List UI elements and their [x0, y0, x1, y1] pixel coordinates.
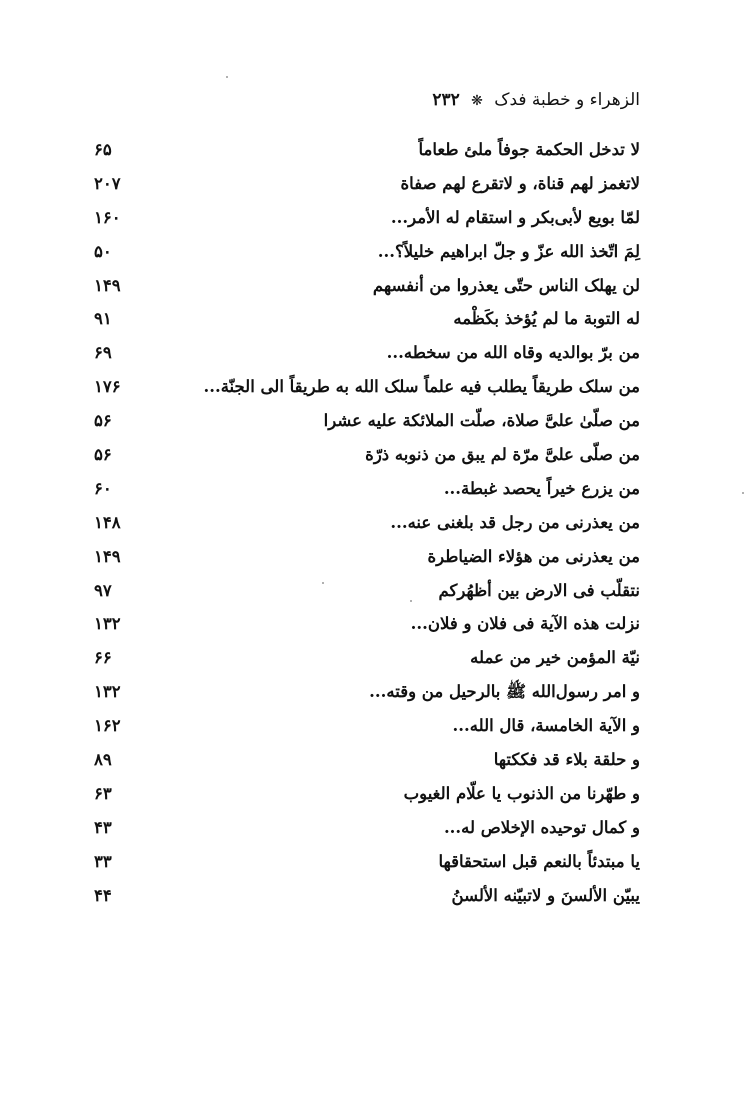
- index-entry: [90, 375, 640, 409]
- running-header: [432, 90, 640, 110]
- index-entry: [90, 884, 640, 918]
- header-separator-ornament: ❋: [471, 93, 483, 109]
- index-entry: [90, 138, 640, 172]
- entry-phrase: و کمال توحيده الإخلاص له...: [443, 817, 640, 837]
- entry-page-number: ۳۳: [94, 851, 112, 871]
- index-entry: [90, 612, 640, 646]
- entry-phrase: يبيّن الألسنَ و لاتبيّنه الألسنُ: [451, 885, 640, 905]
- entry-page-number: ۹۷: [94, 580, 112, 600]
- index-entry: [90, 850, 640, 884]
- entry-page-number: ۶۵: [94, 140, 112, 159]
- entry-phrase: و حلقة بلاء قد فککتها: [493, 750, 640, 770]
- index-entry: [90, 545, 640, 579]
- entry-phrase: من يعذرنی من هؤلاء الضياطرة: [427, 546, 640, 566]
- entry-page-number: ۱۶۲: [94, 716, 121, 736]
- entry-phrase: لن يهلک الناس حتّی يعذروا من أنفسهم: [372, 275, 640, 295]
- scan-speck: [226, 76, 228, 78]
- page-number: ۲۳۲: [432, 90, 460, 110]
- scan-speck: [410, 600, 412, 602]
- index-entry: [90, 240, 640, 274]
- index-entry: [90, 477, 640, 511]
- entry-page-number: ۵۰: [94, 241, 112, 261]
- entry-phrase: من سلک طريقاً يطلب فيه علماً سلک الله به طريقاً الی الجنّة...: [203, 377, 640, 397]
- entry-phrase: نزلت هذه الآية فی فلان و فلان...: [410, 614, 640, 634]
- entry-page-number: ۱۳۲: [94, 614, 121, 634]
- entry-phrase: نتقلّب فی الارض بين أظهُرکم: [438, 580, 640, 600]
- entry-phrase: من برّ بوالديه وقاه الله من سخطه...: [386, 343, 640, 363]
- entry-page-number: ۴۴: [94, 885, 112, 905]
- index-entry: [90, 579, 640, 613]
- entry-page-number: ۸۹: [94, 750, 112, 770]
- entry-phrase: و طهّرنا من الذنوب يا علّام الغيوب: [403, 783, 640, 803]
- entry-phrase: لِمَ اتّخذ الله عزّ و جلّ ابراهيم خليلاً؟...: [377, 241, 640, 261]
- scan-speck: [322, 582, 324, 584]
- entry-phrase: يا مبتدئاً بالنعم قبل استحقاقها: [438, 851, 640, 871]
- index-entry: [90, 206, 640, 240]
- index-entry: [90, 714, 640, 748]
- entry-page-number: ۶۹: [94, 343, 112, 363]
- entry-page-number: ۴۳: [94, 817, 112, 837]
- entry-page-number: ۵۶: [94, 411, 112, 431]
- entry-page-number: ۱۴۹: [94, 546, 121, 566]
- index-list: [90, 138, 640, 917]
- index-entry: [90, 307, 640, 341]
- entry-phrase: له التوبة ما لم يُؤخذ بکَظْمه: [453, 309, 640, 329]
- index-entry: [90, 172, 640, 206]
- index-entry: [90, 816, 640, 850]
- index-entry: [90, 680, 640, 714]
- book-title: الزهراء و خطبة فدک: [494, 90, 640, 110]
- entry-page-number: ۱۳۲: [94, 682, 121, 702]
- entry-page-number: ۶۶: [94, 648, 112, 668]
- entry-phrase: من يعذرنی من رجل قد بلغنی عنه...: [390, 512, 640, 532]
- entry-page-number: ۱۶۰: [94, 207, 121, 227]
- entry-page-number: ۱۴۸: [94, 512, 121, 532]
- index-entry: [90, 409, 640, 443]
- index-entry: [90, 511, 640, 545]
- entry-page-number: ۵۶: [94, 445, 112, 465]
- scan-speck: [742, 492, 744, 494]
- entry-phrase: من صلّی علیَّ مرّة لم يبق من ذنوبه ذرّة: [365, 445, 640, 465]
- index-entry: [90, 748, 640, 782]
- index-entry: [90, 274, 640, 308]
- entry-page-number: ۶۰: [94, 478, 112, 498]
- entry-page-number: ۹۱: [94, 309, 112, 329]
- index-entry: [90, 782, 640, 816]
- entry-phrase: لاتغمز لهم قناة، و لاتقرع لهم صفاة: [400, 173, 640, 193]
- entry-phrase: لا تدخل الحکمة جوفاً ملئ طعاماً: [418, 140, 640, 159]
- entry-page-number: ۶۳: [94, 783, 112, 803]
- index-entry: [90, 646, 640, 680]
- entry-phrase: نيّة المؤمن خير من عمله: [470, 648, 640, 668]
- entry-page-number: ۱۴۹: [94, 275, 121, 295]
- index-entry: [90, 443, 640, 477]
- entry-phrase: و امر رسول‌الله ﷺ بالرحيل من وقته...: [369, 682, 640, 702]
- entry-phrase: من صلّیٰ علیَّ صلاة، صلّت الملائکة عليه عشرا: [323, 411, 640, 431]
- entry-phrase: من يزرع خيراً يحصد غبطة...: [443, 478, 640, 498]
- entry-phrase: و الآية الخامسة، قال الله...: [452, 716, 640, 736]
- entry-page-number: ۱۷۶: [94, 377, 121, 397]
- entry-page-number: ۲۰۷: [94, 173, 121, 193]
- entry-phrase: لمّا بويع لأبی‌بکر و استقام له الأمر...: [390, 207, 640, 227]
- index-entry: [90, 341, 640, 375]
